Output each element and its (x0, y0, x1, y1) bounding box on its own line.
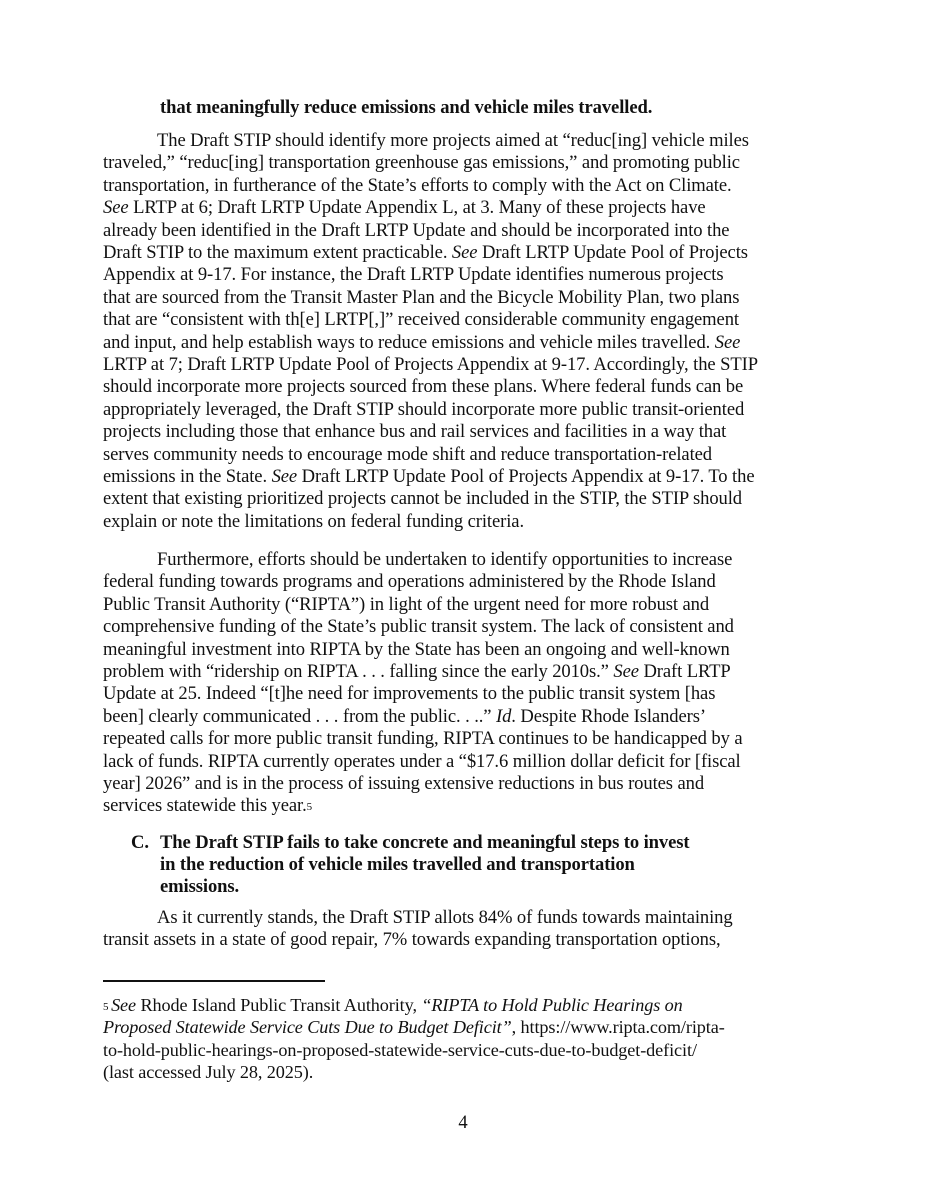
text-run: Public Transit Authority (“RIPTA”) in light of the urgent need for more robust and (103, 593, 710, 615)
text-run: Draft STIP to the maximum extent practicable. (103, 242, 452, 263)
text-run: emissions in the State. (103, 466, 272, 487)
section-heading-line: The Draft STIP fails to take concrete and meaningful steps to invest (160, 832, 690, 853)
text-line (103, 706, 706, 729)
footnote-marker: 5 (103, 1001, 112, 1013)
heading-continuation: that meaningfully reduce emissions and vehicle miles travelled. (160, 97, 653, 118)
text-line (103, 197, 706, 220)
italic-text: See (451, 242, 478, 263)
text-line (103, 287, 739, 310)
text-run: Appendix at 9-17. For instance, the Draft LRTP Update identifies numerous projects (103, 264, 724, 286)
text-line (103, 795, 312, 820)
text-line (103, 152, 740, 175)
text-run: Draft LRTP (638, 661, 731, 682)
italic-text: Proposed Statewide Service Cuts Due to Budget Deficit” (103, 1017, 512, 1038)
footnote-divider (103, 980, 325, 982)
text-line (103, 751, 741, 774)
text-run: comprehensive funding of the State’s public transit system. The lack of consistent and (103, 616, 734, 638)
text-line (103, 488, 742, 511)
text-line (103, 929, 721, 952)
text-run: Update at 25. Indeed “[t]he need for improvements to the public transit system [has (103, 683, 716, 705)
text-run: already been identified in the Draft LRTP Update and should be incorporated into the (103, 219, 730, 241)
text-run: problem with “ridership on RIPTA . . . falling since the early 2010s.” (103, 661, 614, 682)
text-run: , https://www.ripta.com/ripta- (511, 1017, 725, 1038)
text-run: Draft LRTP Update Pool of Projects Appendix at 9-17. To the (297, 466, 755, 487)
text-line (103, 466, 754, 489)
text-run: As it currently stands, the Draft STIP allots 84% of funds towards maintaining (157, 907, 733, 928)
text-run: services statewide this year. (103, 795, 307, 817)
text-line (103, 683, 715, 706)
text-line (103, 1061, 313, 1084)
text-line (103, 639, 730, 662)
text-run: meaningful investment into RIPTA by the State has been an ongoing and well-known (103, 638, 730, 660)
text-run: been] clearly communicated . . . from the public. . ..” (103, 705, 496, 727)
text-line (157, 907, 733, 930)
text-run: explain or note the limitations on federal funding criteria. (103, 510, 525, 532)
text-run: repeated calls for more public transit funding, RIPTA continues to be handicapped by a (103, 728, 743, 750)
text-run: to-hold-public-hearings-on-proposed-statewide-service-cuts-due-to-budget-deficit/ (103, 1039, 697, 1060)
text-line (103, 264, 723, 287)
page-number: 4 (458, 1112, 468, 1133)
text-line (103, 332, 740, 355)
text-line (103, 242, 748, 265)
text-line (103, 354, 758, 377)
text-line (103, 399, 744, 422)
text-run: that are “consistent with th[e] LRTP[,]” received considerable community engagement (103, 309, 739, 331)
text-run: Draft LRTP Update Pool of Projects (477, 242, 748, 263)
italic-text: “RIPTA to Hold Public Hearings on (421, 995, 683, 1015)
footnote-marker: 5 (306, 801, 313, 814)
text-line (103, 421, 726, 444)
text-line (103, 1016, 725, 1039)
text-line (103, 444, 712, 467)
text-line (103, 309, 739, 332)
text-run: LRTP at 6; Draft LRTP Update Appendix L, at 3. Many of these projects have (128, 197, 706, 219)
text-run: should incorporate more projects sourced from these plans. Where federal funds can be (103, 376, 744, 398)
text-run: extent that existing prioritized projects cannot be included in the STIP, the STIP should (103, 488, 743, 510)
text-run: transportation, in furtherance of the State’s efforts to comply with the Act on Climate. (103, 174, 732, 196)
text-run: The Draft STIP should identify more projects aimed at “reduc[ing] vehicle miles (157, 130, 749, 151)
text-run: appropriately leveraged, the Draft STIP should incorporate more public transit-oriented (103, 398, 745, 420)
text-line (103, 511, 524, 534)
text-run: transit assets in a state of good repair, 7% towards expanding transportation options, (103, 929, 721, 951)
text-run: lack of funds. RIPTA currently operates under a “$17.6 million dollar deficit for [fiscal (103, 750, 741, 772)
text-line (103, 616, 734, 639)
text-line (103, 220, 729, 243)
italic-text: See (613, 661, 639, 682)
text-line (103, 728, 742, 751)
text-line (103, 376, 743, 399)
text-run: Rhode Island Public Transit Authority, (136, 995, 422, 1015)
text-run: traveled,” “reduc[ing] transportation greenhouse gas emissions,” and promoting public (103, 152, 740, 174)
text-line (103, 175, 732, 198)
text-line (103, 661, 731, 684)
italic-text: See (103, 197, 129, 219)
italic-text: See (271, 466, 298, 487)
text-line (103, 594, 709, 617)
text-run: and input, and help establish ways to reduce emissions and vehicle miles travelled. (103, 331, 715, 353)
text-run: federal funding towards programs and operations administered by the Rhode Island (103, 571, 716, 593)
text-line (103, 571, 716, 594)
text-run: Furthermore, efforts should be undertaken to identify opportunities to increase (157, 549, 733, 570)
text-run: LRTP at 7; Draft LRTP Update Pool of Projects Appendix at 9-17. Accordingly, the STIP (103, 354, 758, 375)
text-line (103, 1039, 697, 1062)
text-run: projects including those that enhance bus and rail services and facilities in a way that (103, 421, 727, 443)
text-run: (last accessed July 28, 2025). (103, 1062, 314, 1083)
section-heading-line: in the reduction of vehicle miles travelled and transportation (160, 854, 635, 875)
text-run: . Despite Rhode Islanders’ (511, 705, 706, 727)
text-line (103, 773, 704, 796)
italic-text: See (111, 995, 137, 1015)
text-line (157, 549, 732, 572)
text-run: serves community needs to encourage mode shift and reduce transportation-related (103, 443, 712, 465)
text-run: that are sourced from the Transit Master Plan and the Bicycle Mobility Plan, two plans (103, 286, 740, 308)
section-letter: C. (131, 832, 149, 853)
text-line (157, 130, 749, 153)
section-heading-line: emissions. (160, 876, 240, 897)
text-run: year] 2026” and is in the process of issuing extensive reductions in bus routes and (103, 773, 705, 794)
italic-text: Id (496, 705, 512, 727)
italic-text: See (714, 331, 741, 353)
